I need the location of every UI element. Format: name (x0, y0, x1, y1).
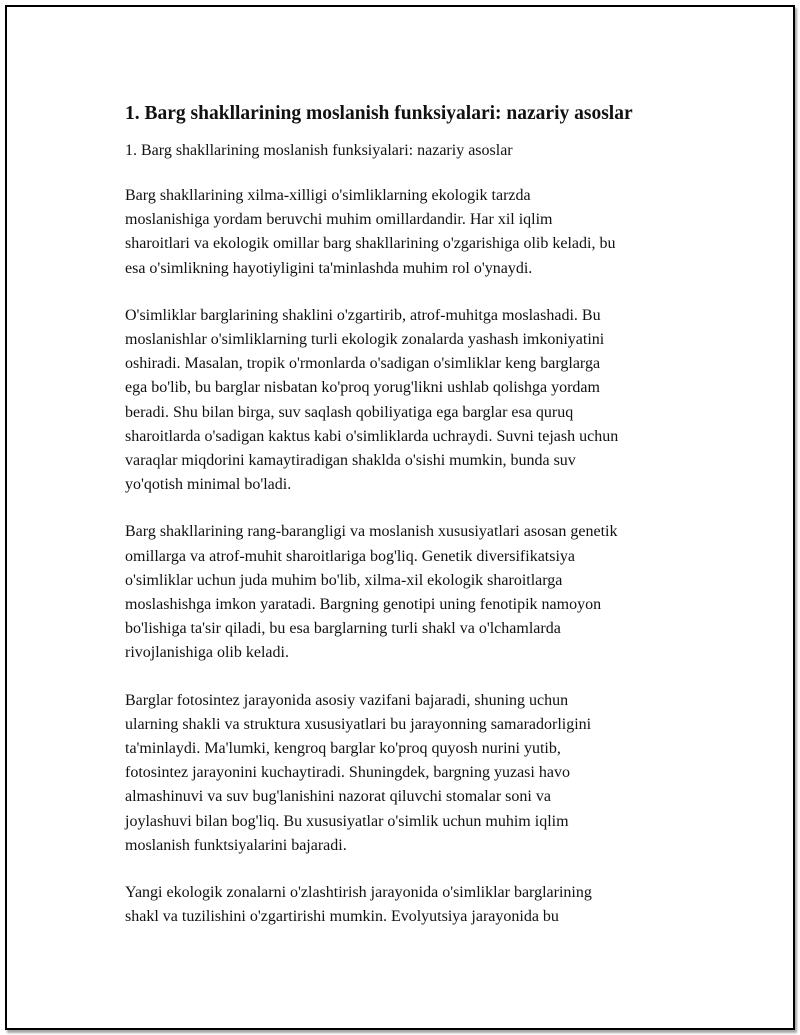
text-line: moslanish funktsiyalarini bajaradi. (125, 836, 347, 854)
text-line: fotosintez jarayonini kuchaytiradi. Shuningdek, bargning yuzasi havo (125, 764, 570, 782)
text-line: varaqlar miqdorini kamaytiradigan shaklda o'sishi mumkin, bunda suv (125, 452, 576, 470)
text-line: ega bo'lib, bu barglar nisbatan ko'proq yorug'likni ushlab qolishga yordam (125, 379, 600, 397)
text-line: Barg shakllarining rang-barangligi va moslanish xususiyatlari asosan genetik (125, 523, 618, 541)
text-line: sharoitlari va ekologik omillar barg shakllarining o'zgarishiga olib keladi, bu (125, 235, 616, 253)
paragraph-5 (125, 881, 705, 929)
text-line: yo'qotish minimal bo'ladi. (125, 476, 292, 494)
text-line: Barglar fotosintez jarayonida asosiy vazifani bajaradi, shuning uchun (125, 691, 569, 709)
paragraph-2 (125, 304, 705, 498)
text-line: O'simliklar barglarining shaklini o'zgartirib, atrof-muhitga moslashadi. Bu (125, 306, 601, 324)
text-line: Barg shakllarining xilma-xilligi o'simliklarning ekologik tarzda (125, 187, 531, 204)
text-line: shakl va tuzilishini o'zgartirishi mumkin. Evolyutsiya jarayonida bu (125, 908, 559, 926)
document-body (125, 103, 705, 929)
text-line: esa o'simlikning hayotiyligini ta'minlashda muhim rol o'ynaydi. (125, 259, 533, 277)
text-line: omillarga va atrof-muhit sharoitlariga bog'liq. Genetik diversifikatsiya (125, 547, 576, 565)
paragraph-3 (125, 520, 705, 665)
text-line: almashinuvi va suv bug'lanishini nazorat qiluvchi stomalar soni va (125, 788, 551, 806)
text-line: o'simliklar uchun juda muhim bo'lib, xilma-xil ekologik sharoitlarga (125, 571, 563, 589)
section-title: 1. Barg shakllarining moslanish funksiyalari: nazariy asoslar (125, 142, 513, 159)
text-line: joylashuvi bilan bog'liq. Bu xususiyatlar o'simlik uchun muhim iqlim (125, 812, 569, 830)
text-line: bo'lishiga ta'sir qiladi, bu esa barglarning turli shakl va o'lchamlarda (125, 620, 561, 638)
text-line: rivojlanishiga olib keladi. (125, 644, 289, 662)
text-line: ularning shakli va struktura xususiyatlari bu jarayonning samaradorligini (125, 715, 592, 733)
text-line: beradi. Shu bilan birga, suv saqlash qobiliyatiga ega barglar esa quruq (125, 403, 574, 421)
document-page (5, 5, 795, 1030)
text-line: Yangi ekologik zonalarni o'zlashtirish jarayonida o'simliklar barglarining (125, 884, 592, 902)
paragraph-1 (125, 184, 705, 281)
text-line: ta'minlaydi. Ma'lumki, kengroq barglar ko'proq quyosh nurini yutib, (125, 740, 561, 758)
text-line: sharoitlarda o'sadigan kaktus kabi o'simliklarda uchraydi. Suvni tejash uchun (125, 427, 619, 445)
text-line: moslanishlar o'simliklarning turli ekologik zonalarda yashash imkoniyatini (125, 331, 605, 349)
text-line: oshiradi. Masalan, tropik o'rmonlarda o'sadigan o'simliklar keng barglarga (125, 355, 601, 373)
text-line: moslanishiga yordam beruvchi muhim omillardandir. Har xil iqlim (125, 211, 553, 229)
paragraph-4 (125, 689, 705, 858)
text-line: moslashishga imkon yaratadi. Bargning genotipi uning fenotipik namoyon (125, 596, 602, 614)
document-heading: 1. Barg shakllarining moslanish funksiyalari: nazariy asoslar (125, 103, 633, 124)
